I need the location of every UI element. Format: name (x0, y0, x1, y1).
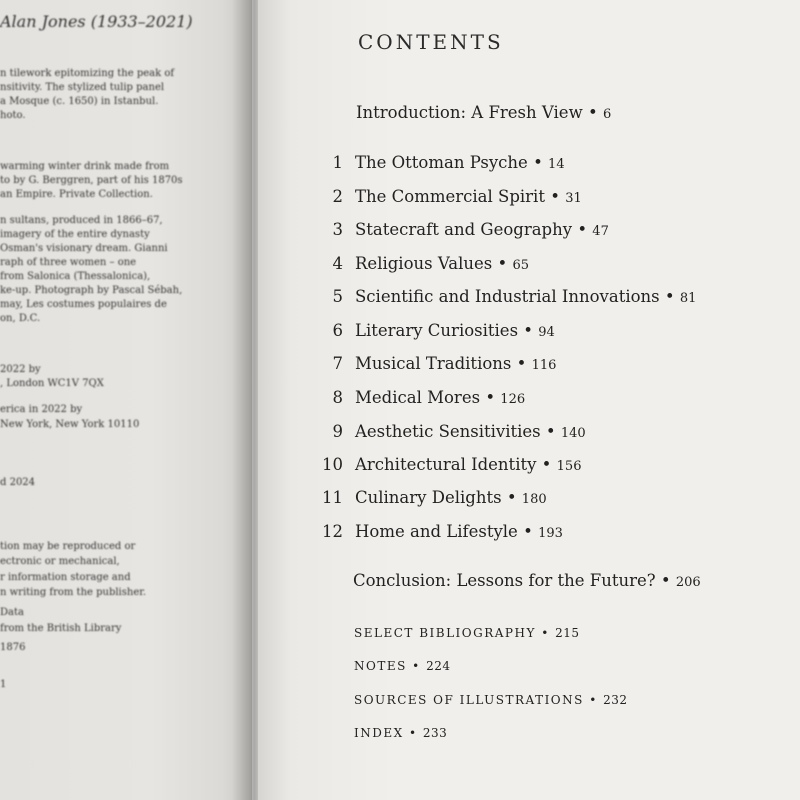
toc-entry-label: Medical Mores (355, 388, 481, 407)
chapter-number: 2 (332, 187, 343, 206)
toc-separator: • (506, 488, 517, 507)
toc-entry-label: SOURCES OF ILLUSTRATIONS (354, 693, 584, 707)
toc-entry-page: 233 (422, 726, 448, 740)
toc-chapter (315, 187, 582, 209)
toc-chapter (315, 153, 565, 175)
right-page (258, 0, 800, 800)
left-page-heading: Alan Jones (1933–2021) (0, 12, 193, 31)
left-page-line: Data (0, 607, 24, 618)
toc-separator: • (660, 571, 671, 590)
left-page-line: tion may be reproduced or (0, 541, 136, 552)
left-page-line: 1876 (0, 642, 26, 653)
toc-separator: • (577, 220, 588, 239)
toc-separator: • (409, 726, 418, 740)
left-page-line: 2022 by (0, 364, 41, 375)
toc-entry-label: NOTES (354, 659, 407, 673)
toc-separator: • (523, 522, 533, 541)
left-page-line: erica in 2022 by (0, 404, 83, 415)
toc-entry-label: Scientific and Industrial Innovations (355, 287, 660, 306)
chapter-number: 1 (332, 153, 343, 172)
toc-entry-page: 156 (556, 459, 582, 474)
toc-conclusion (353, 571, 701, 593)
left-page-line: from Salonica (Thessalonica), (0, 271, 151, 282)
chapter-number: 11 (322, 488, 343, 507)
toc-chapter (315, 287, 696, 309)
toc-separator: • (545, 422, 556, 441)
chapter-number: 4 (332, 254, 343, 273)
left-page-line: imagery of the entire dynasty (0, 229, 150, 240)
toc-separator: • (589, 693, 598, 707)
toc-entry-label: The Commercial Spirit (355, 187, 545, 206)
toc-chapter (315, 488, 547, 510)
toc-entry-label: Aesthetic Sensitivities (355, 422, 541, 441)
toc-entry-label: Religious Values (355, 254, 493, 273)
toc-separator: • (550, 187, 560, 206)
left-page-line: , London WC1V 7QX (0, 378, 104, 389)
toc-entry-page: 232 (603, 693, 628, 707)
toc-entry-page: 31 (565, 191, 582, 206)
toc-entry-label: Introduction: A Fresh View (356, 103, 583, 122)
toc-entry-page: 140 (560, 426, 586, 441)
toc-chapter (315, 455, 581, 477)
toc-separator: • (412, 659, 421, 673)
toc-introduction (356, 103, 611, 125)
left-page-line: 1 (0, 679, 7, 690)
toc-chapter (315, 354, 556, 376)
toc-chapter (315, 220, 609, 242)
chapter-number: 9 (332, 422, 343, 441)
left-page-line: from the British Library (0, 623, 122, 634)
left-page-line: n writing from the publisher. (0, 587, 147, 598)
toc-back-matter (354, 693, 628, 707)
toc-entry-page: 116 (531, 358, 557, 373)
toc-entry-page: 180 (521, 492, 547, 507)
left-page-line: Osman's visionary dream. Gianni (0, 243, 168, 254)
toc-separator: • (587, 103, 598, 122)
toc-entry-page: 81 (679, 291, 697, 306)
chapter-number: 5 (332, 287, 343, 306)
chapter-number: 10 (322, 455, 343, 474)
toc-chapter (315, 422, 586, 444)
toc-separator: • (485, 388, 496, 407)
toc-entry-page: 47 (592, 224, 609, 239)
left-page-line: on, D.C. (0, 313, 41, 324)
left-page-line: d 2024 (0, 477, 36, 488)
toc-chapter (315, 522, 563, 544)
toc-entry-label: Home and Lifestyle (355, 522, 518, 541)
toc-separator: • (664, 287, 675, 306)
toc-entry-label: Statecraft and Geography (355, 220, 573, 239)
toc-entry-page: 215 (555, 626, 580, 640)
left-page-line: may, Les costumes populaires de (0, 299, 167, 310)
left-page-line: n tilework epitomizing the peak of (0, 68, 175, 79)
toc-entry-label: INDEX (354, 726, 404, 740)
toc-separator: • (516, 354, 527, 373)
toc-back-matter (354, 626, 580, 640)
toc-separator: • (541, 455, 552, 474)
toc-entry-page: 224 (426, 659, 451, 673)
toc-entry-label: The Ottoman Psyche (355, 153, 528, 172)
chapter-number: 12 (322, 522, 343, 541)
left-page-line: raph of three women – one (0, 257, 137, 268)
chapter-number: 3 (332, 220, 343, 239)
left-page-line: ke-up. Photograph by Pascal Sébah, (0, 285, 183, 296)
toc-back-matter (354, 726, 447, 740)
left-page-line: a Mosque (c. 1650) in Istanbul. (0, 96, 159, 107)
toc-separator: • (523, 321, 534, 340)
left-page-line: hoto. (0, 110, 26, 121)
left-page-line: warming winter drink made from (0, 161, 170, 172)
left-page-line: n sultans, produced in 1866–67, (0, 215, 163, 226)
left-page (0, 0, 252, 800)
toc-separator: • (541, 626, 550, 640)
toc-entry-label: Architectural Identity (355, 455, 537, 474)
toc-entry-label: SELECT BIBLIOGRAPHY (354, 626, 536, 640)
toc-chapter (315, 388, 525, 410)
toc-entry-page: 193 (538, 526, 563, 541)
left-page-line: ectronic or mechanical, (0, 556, 120, 567)
toc-entry-page: 14 (548, 157, 565, 172)
toc-entry-page: 94 (538, 325, 555, 340)
toc-entry-label: Culinary Delights (355, 488, 502, 507)
chapter-number: 8 (332, 388, 343, 407)
toc-entry-page: 6 (602, 107, 612, 122)
toc-separator: • (533, 153, 543, 172)
toc-entry-label: Literary Curiosities (355, 321, 519, 340)
left-page-line: New York, New York 10110 (0, 419, 140, 430)
toc-entry-label: Musical Traditions (355, 354, 512, 373)
toc-entry-page: 206 (675, 575, 701, 590)
contents-title: CONTENTS (358, 30, 504, 54)
chapter-number: 7 (332, 354, 343, 373)
toc-chapter (315, 321, 555, 343)
left-page-line: an Empire. Private Collection. (0, 189, 153, 200)
toc-chapter (315, 254, 529, 276)
toc-entry-page: 126 (500, 392, 526, 407)
left-page-line: to by G. Berggren, part of his 1870s (0, 175, 183, 186)
toc-entry-page: 65 (512, 258, 530, 273)
left-page-line: nsitivity. The stylized tulip panel (0, 82, 165, 93)
toc-back-matter (354, 659, 450, 673)
left-page-line: r information storage and (0, 572, 131, 583)
toc-entry-label: Conclusion: Lessons for the Future? (353, 571, 656, 590)
left-page-text (0, 0, 252, 800)
toc-separator: • (497, 254, 508, 273)
chapter-number: 6 (332, 321, 343, 340)
